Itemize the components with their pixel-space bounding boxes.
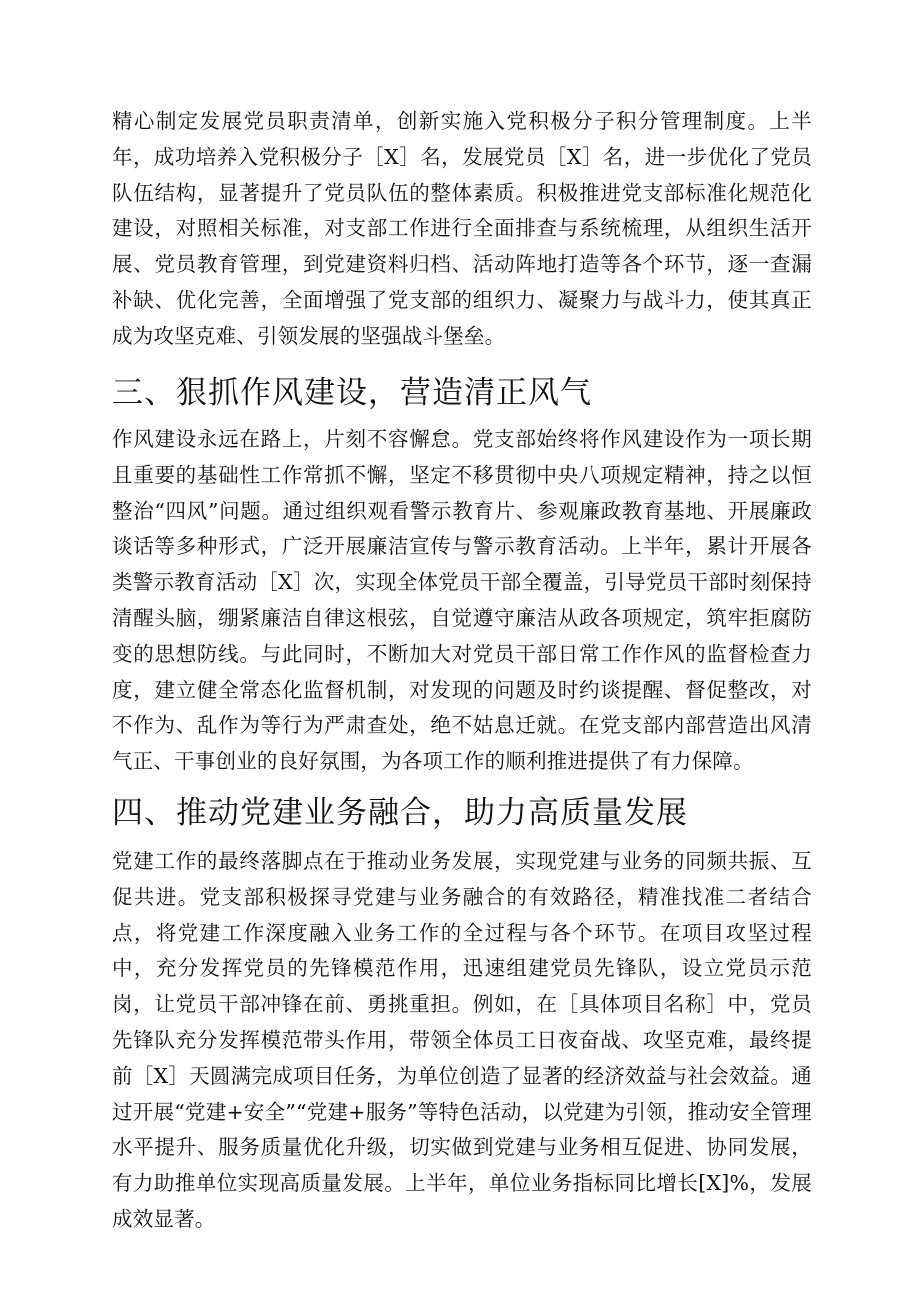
paragraph-party-member-development: 精心制定发展党员职责清单，创新实施入党积极分子积分管理制度。上半年，成功培养入党积极分子［X］名，发展党员［X］名，进一步优化了党员队伍结构，显著提升了党员队伍的整体素质。积极推进党支部标准化规范化建设，对照相关标准，对支部工作进行全面排查与系统梳理，从组织生活开展、党员教育管理，到党建资料归档、活动阵地打造等各个环节，逐一查漏补缺、优化完善，全面增强了党支部的组织力、凝聚力与战斗力，使其真正成为攻坚克难、引领发展的坚强战斗堡垒。 <box>112 109 812 348</box>
paragraph-business-integration: 党建工作的最终落脚点在于推动业务发展，实现党建与业务的同频共振、互促共进。党支部积极探寻党建与业务融合的有效路径，精准找准二者结合点，将党建工作深度融入业务工作的全过程与各个环节。在项目攻坚过程中，充分发挥党员的先锋模范作用，迅速组建党员先锋队，设立党员示范岗，让党员干部冲锋在前、勇挑重担。例如，在［具体项目名称］中，党员先锋队充分发挥模范带头作用，带领全体员工日夜奋战、攻坚克难，最终提前［X］天圆满完成项目任务，为单位创造了显著的经济效益与社会效益。通过开展“党建+安全”“党建+服务”等特色活动，以党建为引领，推动安全管理水平提升、服务质量优化升级，切实做到党建与业务相互促进、协同发展，有力助推单位实现高质量发展。上半年，单位业务指标同比增长[X]%，发展成效显著。 <box>112 849 812 1231</box>
section-heading-work-style: 三、狠抓作风建设，营造清正风气 <box>112 375 592 411</box>
section-heading-business-integration: 四、推动党建业务融合，助力高质量发展 <box>112 795 688 831</box>
paragraph-work-style: 作风建设永远在路上，片刻不容懈怠。党支部始终将作风建设作为一项长期且重要的基础性工作常抓不懈，坚定不移贯彻中央八项规定精神，持之以恒整治“四风”问题。通过组织观看警示教育片、参观廉政教育基地、开展廉政谈话等多种形式，广泛开展廉洁宣传与警示教育活动。上半年，累计开展各类警示教育活动［X］次，实现全体党员干部全覆盖，引导党员干部时刻保持清醒头脑，绷紧廉洁自律这根弦，自觉遵守廉洁从政各项规定，筑牢拒腐防变的思想防线。与此同时，不断加大对党员干部日常工作作风的监督检查力度，建立健全常态化监督机制，对发现的问题及时约谈提醒、督促整改，对不作为、乱作为等行为严肃查处，绝不姑息迁就。在党支部内部营造出风清气正、干事创业的良好氛围，为各项工作的顺利推进提供了有力保障。 <box>112 427 812 774</box>
